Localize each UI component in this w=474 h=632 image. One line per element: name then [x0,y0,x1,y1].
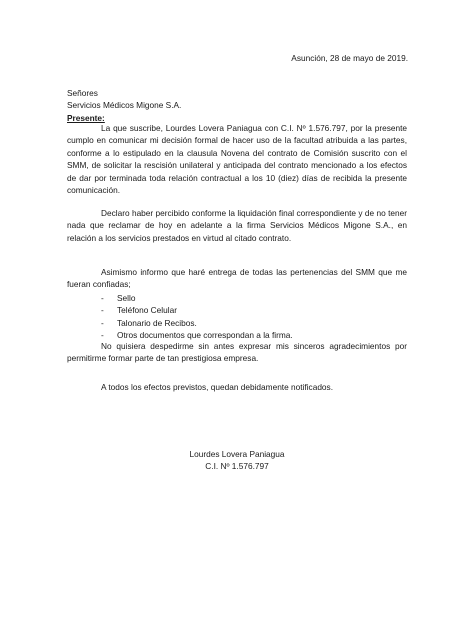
paragraph-farewell: No quisiera despedirme sin antes expresar mis sinceros agradecimientos por permitirme formar parte de tan prestigiosa empresa. [67,341,407,364]
signature-id: C.I. Nº 1.576.797 [205,461,269,472]
list-dash: - [101,330,104,341]
signature-block [0,448,474,473]
list-item-label: Otros documentos que correspondan a la firma. [117,330,293,341]
paragraph-rescission-request: La que suscribe, Lourdes Lovera Paniagua con C.I. Nº 1.576.797, por la presente cumplo en comunicar mi decisión formal de hacer uso de la facultad atribuida a las partes, conforme a lo estipulado en la clausula Novena del contrato de Comisión suscrito con el SMM, de solicitar la rescisión unilateral y anticipada del contrato mencionado a los efectos de dar por terminada toda relación contractual a los 10 (diez) días de recibida la presente comunicación. [67,123,407,196]
belongings-list [101,292,293,342]
letter-date: Asunción, 28 de mayo de 2019. [291,53,408,63]
list-item-label: Teléfono Celular [117,305,177,316]
list-item-label: Talonario de Recibos. [117,317,197,328]
list-item [101,292,293,304]
list-item-label: Sello [117,293,136,303]
paragraph-settlement-declaration: Declaro haber percibido conforme la liquidación final correspondiente y de no tener nada que reclamar de hoy en adelante a la firma Servicios Médicos Migone S.A., en relación a los servicios prestados en virtud al citado contrato. [67,208,407,243]
signature-name: Lourdes Lovera Paniagua [189,449,285,459]
list-dash: - [101,293,104,303]
paragraph-belongings-return: Asimismo informo que haré entrega de todas las pertenencias del SMM que me fueran confiadas; [67,267,407,290]
list-item [101,317,293,329]
list-dash: - [101,305,104,316]
paragraph-notice: A todos los efectos previstos, quedan debidamente notificados. [101,382,334,392]
presente-heading: Presente: [67,112,105,123]
recipient-block [67,87,181,124]
recipient-company: Servicios Médicos Migone S.A. [67,100,182,111]
list-item [101,304,293,316]
list-dash: - [101,317,104,328]
recipient-salutation-line: Señores [67,88,98,98]
